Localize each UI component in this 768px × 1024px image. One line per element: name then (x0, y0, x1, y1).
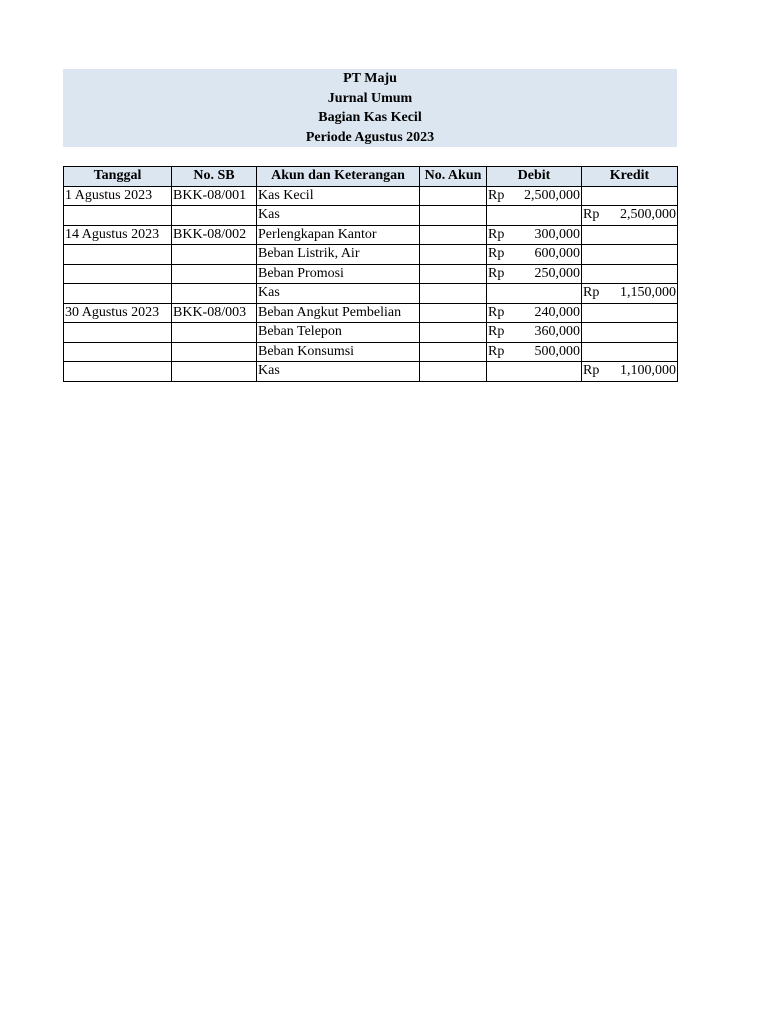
amount-value: 600,000 (534, 246, 580, 262)
cell-date (64, 206, 172, 226)
amount-value: 500,000 (534, 343, 580, 359)
table-row (64, 186, 678, 206)
cell-date: 30 Agustus 2023 (64, 303, 172, 323)
amount-value: 240,000 (534, 304, 580, 320)
table-row (64, 303, 678, 323)
cell-debit (487, 186, 582, 206)
currency-label: Rp (488, 324, 505, 340)
table-row (64, 206, 678, 226)
cell-debit (487, 342, 582, 362)
cell-account: Beban Telepon (257, 323, 420, 343)
cell-date (64, 362, 172, 382)
currency-label: Rp (488, 343, 505, 359)
cell-account-number (420, 303, 487, 323)
cell-credit (582, 323, 678, 343)
cell-credit (582, 245, 678, 265)
column-header-akun: Akun dan Keterangan (257, 167, 420, 187)
cell-account: Beban Konsumsi (257, 342, 420, 362)
cell-date (64, 245, 172, 265)
table-row (64, 323, 678, 343)
cell-debit (487, 284, 582, 304)
currency-label: Rp (583, 207, 600, 223)
table-row (64, 225, 678, 245)
cell-account-number (420, 225, 487, 245)
currency-label: Rp (583, 363, 600, 379)
section-name: Bagian Kas Kecil (318, 110, 422, 125)
amount-value: 2,500,000 (620, 207, 676, 223)
currency-label: Rp (488, 304, 505, 320)
cell-credit (582, 284, 678, 304)
cell-account-number (420, 362, 487, 382)
cell-sb-number: BKK-08/003 (172, 303, 257, 323)
cell-date (64, 264, 172, 284)
column-header-kredit: Kredit (582, 167, 678, 187)
currency-label: Rp (488, 226, 505, 242)
cell-sb-number (172, 342, 257, 362)
cell-debit (487, 206, 582, 226)
cell-credit (582, 225, 678, 245)
amount-value: 1,150,000 (620, 285, 676, 301)
cell-account: Kas (257, 362, 420, 382)
amount-value: 2,500,000 (524, 187, 580, 203)
cell-account: Beban Promosi (257, 264, 420, 284)
column-header-no-sb: No. SB (172, 167, 257, 187)
currency-label: Rp (488, 246, 505, 262)
table-row (64, 264, 678, 284)
journal-table (63, 166, 678, 382)
cell-sb-number (172, 284, 257, 304)
amount-value: 360,000 (534, 324, 580, 340)
table-row (64, 342, 678, 362)
cell-account-number (420, 284, 487, 304)
cell-debit (487, 245, 582, 265)
amount-value: 1,100,000 (620, 363, 676, 379)
amount-value: 300,000 (534, 226, 580, 242)
table-row (64, 362, 678, 382)
cell-account: Beban Listrik, Air (257, 245, 420, 265)
column-header-tanggal: Tanggal (64, 167, 172, 187)
cell-account-number (420, 323, 487, 343)
cell-credit (582, 303, 678, 323)
cell-account-number (420, 342, 487, 362)
cell-account: Kas (257, 284, 420, 304)
cell-sb-number: BKK-08/001 (172, 186, 257, 206)
cell-date (64, 284, 172, 304)
cell-account: Beban Angkut Pembelian (257, 303, 420, 323)
cell-account-number (420, 245, 487, 265)
cell-debit (487, 323, 582, 343)
cell-debit (487, 264, 582, 284)
cell-account-number (420, 186, 487, 206)
journal-type: Jurnal Umum (327, 90, 413, 106)
cell-account: Kas Kecil (257, 186, 420, 206)
cell-account-number (420, 206, 487, 226)
cell-credit (582, 186, 678, 206)
company-name: PT Maju (343, 71, 397, 86)
cell-account: Perlengkapan Kantor (257, 225, 420, 245)
cell-sb-number (172, 245, 257, 265)
cell-date: 1 Agustus 2023 (64, 186, 172, 206)
cell-date (64, 342, 172, 362)
cell-account-number (420, 264, 487, 284)
cell-date (64, 323, 172, 343)
cell-sb-number (172, 323, 257, 343)
cell-credit (582, 264, 678, 284)
cell-credit (582, 362, 678, 382)
cell-date: 14 Agustus 2023 (64, 225, 172, 245)
cell-debit (487, 303, 582, 323)
amount-value: 250,000 (534, 265, 580, 281)
cell-sb-number (172, 264, 257, 284)
journal-header (63, 69, 677, 147)
column-header-no-akun: No. Akun (420, 167, 487, 187)
column-header-debit: Debit (487, 167, 582, 187)
cell-debit (487, 225, 582, 245)
cell-debit (487, 362, 582, 382)
currency-label: Rp (583, 285, 600, 301)
cell-account: Kas (257, 206, 420, 226)
cell-sb-number (172, 362, 257, 382)
currency-label: Rp (488, 187, 505, 203)
table-row (64, 245, 678, 265)
cell-sb-number: BKK-08/002 (172, 225, 257, 245)
cell-sb-number (172, 206, 257, 226)
table-header-row (64, 167, 678, 187)
table-row (64, 284, 678, 304)
currency-label: Rp (488, 265, 505, 281)
period-label: Periode Agustus 2023 (305, 129, 435, 145)
journal-body (64, 186, 678, 381)
cell-credit (582, 342, 678, 362)
cell-credit (582, 206, 678, 226)
